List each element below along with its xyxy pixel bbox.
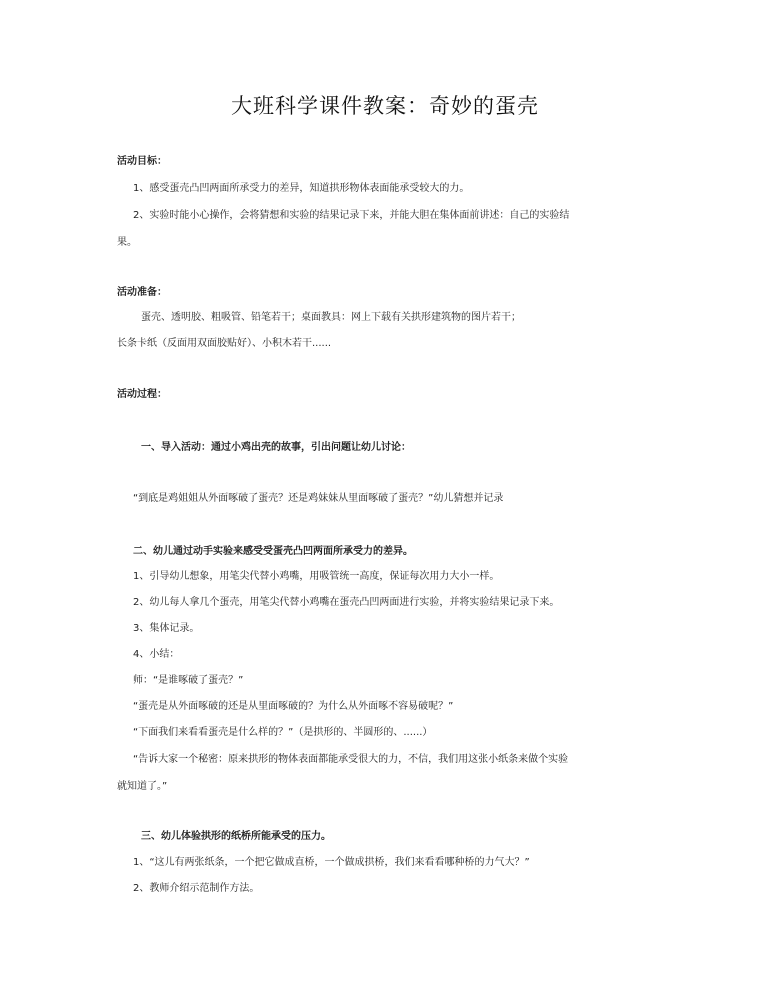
document-title: 大班科学课件教案：奇妙的蛋壳 (231, 94, 539, 118)
section-3-item-2: 2、教师介绍示范制作方法。 (133, 883, 260, 894)
section-3-heading: 三、幼儿体验拱形的纸桥所能承受的压力。 (141, 831, 331, 842)
process-heading: 活动过程： (117, 389, 167, 400)
section-2-heading: 二、幼儿通过动手实验来感受受蛋壳凸凹两面所承受力的差异。 (133, 546, 413, 557)
section-2-item-4: 4、小结： (133, 649, 180, 660)
section-2-quote-4-line-2: 就知道了。” (117, 781, 168, 792)
section-2-item-2: 2、幼儿每人拿几个蛋壳，用笔尖代替小鸡嘴在蛋壳凸凹两面进行实验，并将实验结果记录下来。 (133, 597, 560, 608)
goal-item-2-line-1: 2、实验时能小心操作，会将猜想和实验的结果记录下来，并能大胆在集体面前讲述：自己的实验结 (133, 210, 570, 221)
section-2-item-1: 1、引导幼儿想象，用笔尖代替小鸡嘴，用吸管统一高度，保证每次用力大小一样。 (133, 571, 500, 582)
section-1-heading: 一、导入活动：通过小鸡出壳的故事，引出问题让幼儿讨论： (141, 442, 411, 453)
section-3-item-1: 1、“这儿有两张纸条，一个把它做成直桥，一个做成拱桥，我们来看看哪种桥的力气大？” (133, 857, 530, 868)
section-2-item-3: 3、集体记录。 (133, 623, 200, 634)
preparation-heading: 活动准备： (117, 287, 167, 298)
section-1-line-1: “到底是鸡姐姐从外面啄破了蛋壳？还是鸡妹妹从里面啄破了蛋壳？”幼儿猜想并记录 (133, 493, 504, 504)
preparation-line-1: 蛋壳、透明胶、粗吸管、铅笔若干；桌面教具：网上下载有关拱形建筑物的图片若干； (141, 312, 521, 323)
preparation-line-2: 长条卡纸（反面用双面胶贴好）、小积木若干...... (117, 338, 332, 349)
section-2-quote-4-line-1: “告诉大家一个秘密：原来拱形的物体表面都能承受很大的力，不信，我们用这张小纸条来做个实验 (133, 754, 569, 765)
section-2-quote-3: “下面我们来看看蛋壳是什么样的？”（是拱形的、半圆形的、......） (133, 727, 433, 738)
goal-item-1: 1、感受蛋壳凸凹两面所承受力的差异，知道拱形物体表面能承受较大的力。 (133, 183, 470, 194)
section-2-quote-1: 师：“是谁啄破了蛋壳？” (133, 675, 244, 686)
section-2-quote-2: “蛋壳是从外面啄破的还是从里面啄破的？为什么从外面啄不容易破呢？” (133, 701, 454, 712)
goal-item-2-line-2: 果。 (117, 237, 137, 248)
goals-heading: 活动目标： (117, 156, 167, 167)
